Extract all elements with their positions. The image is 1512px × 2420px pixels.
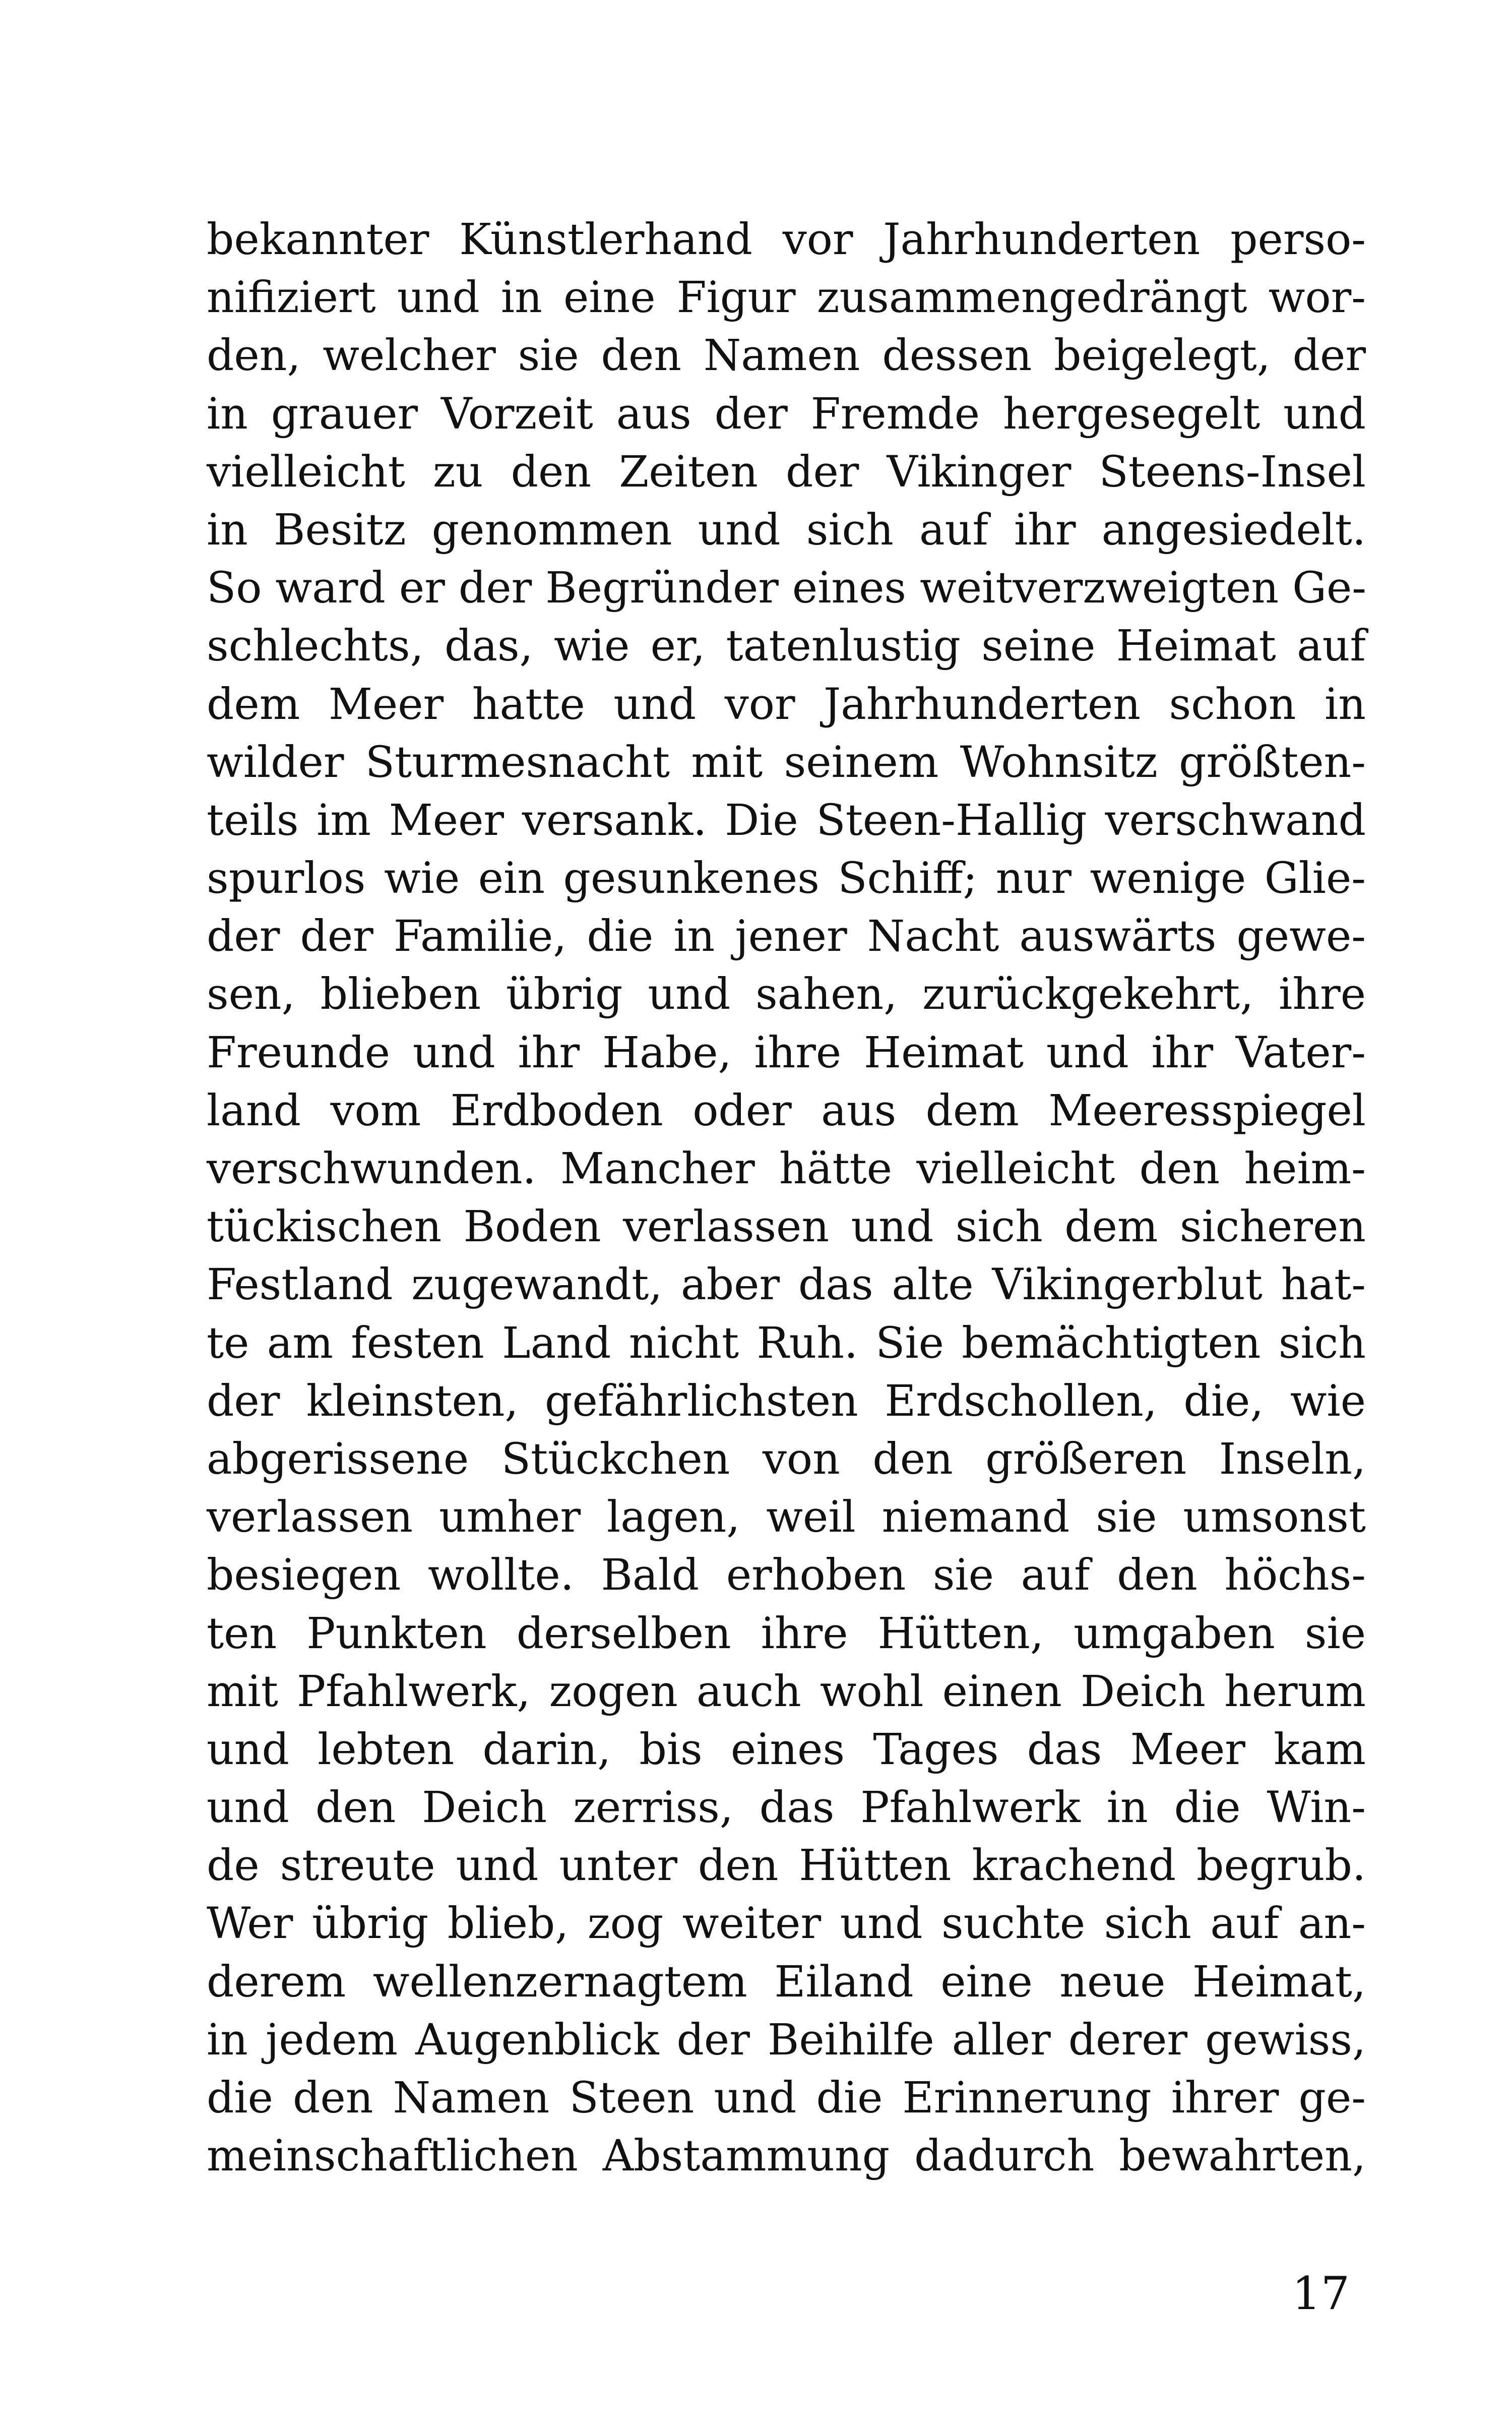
text-line: besiegen wollte. Bald erhoben sie auf den höchs- xyxy=(207,1550,1366,1601)
text-line: in grauer Vorzeit aus der Fremde hergesegelt und xyxy=(207,389,1366,439)
text-line: die den Namen Steen und die Erinnerung ihrer ge- xyxy=(207,2073,1366,2123)
text-line: bekannter Künstlerhand vor Jahrhunderten perso- xyxy=(207,215,1366,265)
text-line: teils im Meer versank. Die Steen-Hallig verschwand xyxy=(207,795,1366,845)
text-line: sen, blieben übrig und sahen, zurückgekehrt, ihre xyxy=(207,970,1366,1020)
text-line: de streute und unter den Hütten krachend begrub. xyxy=(207,1841,1366,1891)
text-line: und den Deich zerriss, das Pfahlwerk in die Win- xyxy=(207,1783,1366,1833)
text-line: tückischen Boden verlassen und sich dem sicheren xyxy=(207,1202,1366,1252)
text-line: der kleinsten, gefährlichsten Erdschollen, die, wie xyxy=(207,1376,1366,1426)
text-line: verschwunden. Mancher hätte vielleicht den heim- xyxy=(207,1144,1366,1194)
text-line: derem wellenzernagtem Eiland eine neue Heimat, xyxy=(207,1957,1366,2007)
text-line: mit Pfahlwerk, zogen auch wohl einen Deich herum xyxy=(207,1666,1366,1717)
text-line: dem Meer hatte und vor Jahrhunderten schon in xyxy=(207,679,1366,730)
body-text xyxy=(207,211,1366,2185)
text-line: der der Familie, die in jener Nacht auswärts gewe- xyxy=(207,912,1366,962)
text-line: schlechts, das, wie er, tatenlustig seine Heimat auf xyxy=(207,621,1366,672)
text-line: und lebten darin, bis eines Tages das Meer kam xyxy=(207,1724,1366,1775)
text-line: Festland zugewandt, aber das alte Vikingerblut hat- xyxy=(207,1260,1366,1310)
text-line: te am festen Land nicht Ruh. Sie bemächtigten sich xyxy=(207,1318,1366,1368)
text-line: verlassen umher lagen, weil niemand sie umsonst xyxy=(207,1492,1366,1543)
text-line: Wer übrig blieb, zog weiter und suchte sich auf an- xyxy=(207,1899,1366,1949)
text-line: Freunde und ihr Habe, ihre Heimat und ihr Vater- xyxy=(207,1027,1366,1078)
text-line: So ward er der Begründer eines weitverzweigten Ge- xyxy=(207,563,1367,614)
page-number: 17 xyxy=(1292,2267,1350,2320)
text-line: in Besitz genommen und sich auf ihr angesiedelt. xyxy=(207,505,1366,555)
text-line: nifiziert und in eine Figur zusammengedrängt wor- xyxy=(207,273,1366,323)
text-line: den, welcher sie den Namen dessen beigelegt, der xyxy=(207,331,1366,381)
text-line: vielleicht zu den Zeiten der Vikinger Steens-Insel xyxy=(207,447,1366,497)
text-line: land vom Erdboden oder aus dem Meeresspiegel xyxy=(207,1085,1366,1136)
text-line: spurlos wie ein gesunkenes Schiff; nur wenige Glie- xyxy=(207,854,1366,904)
text-line: in jedem Augenblick der Beihilfe aller derer gewiss, xyxy=(207,2015,1366,2065)
text-line: ten Punkten derselben ihre Hütten, umgaben sie xyxy=(207,1608,1366,1659)
text-line: wilder Sturmesnacht mit seinem Wohnsitz größten- xyxy=(207,737,1366,788)
text-line: abgerissene Stückchen von den größeren Inseln, xyxy=(207,1434,1366,1484)
text-line: meinschaftlichen Abstammung dadurch bewahrten, xyxy=(207,2131,1366,2182)
